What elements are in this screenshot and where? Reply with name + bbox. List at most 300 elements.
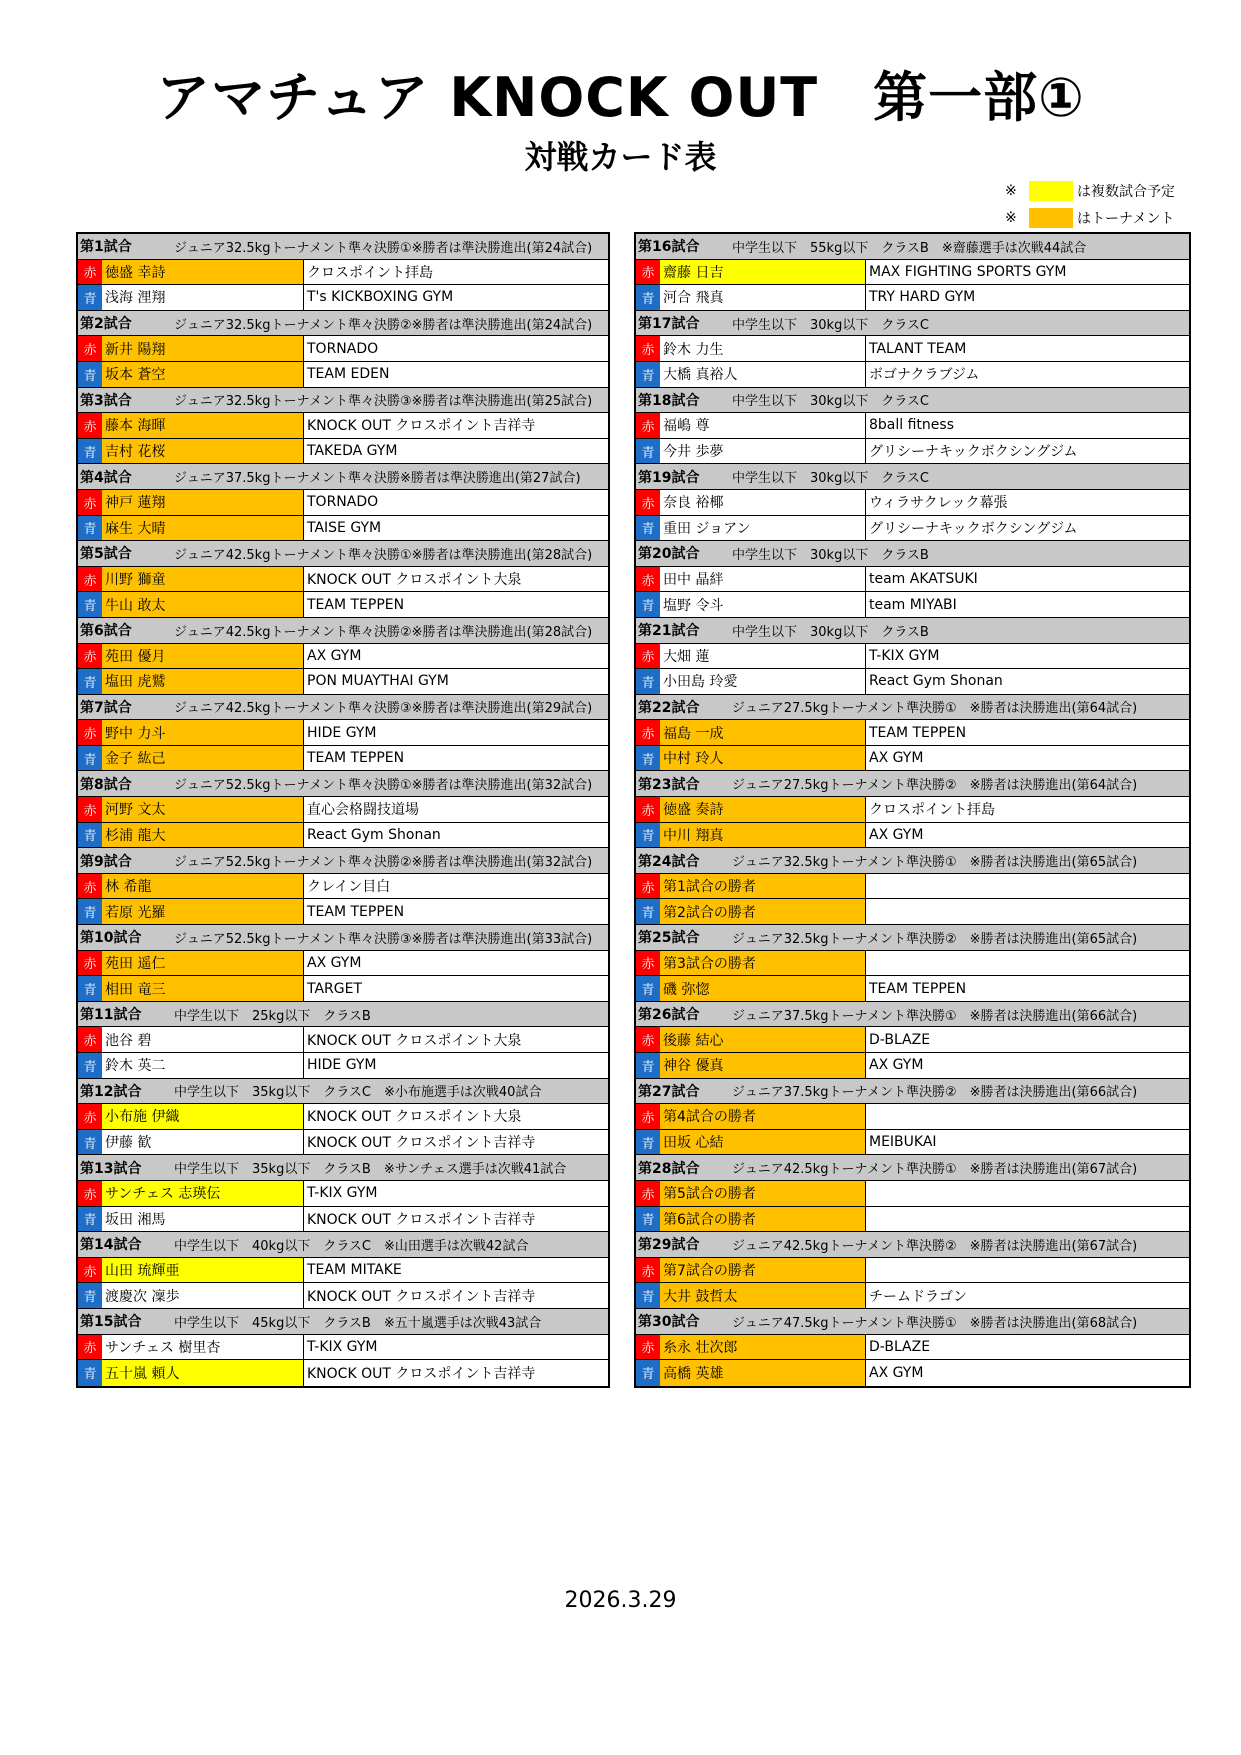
fighter-gym: TRY HARD GYM [869, 289, 976, 306]
match-number: 第24試合 [638, 853, 700, 870]
fighter-gym: TORNADO [307, 340, 379, 357]
corner-badge-blue: 青 [636, 1130, 660, 1155]
fighter-name: 若原 光羅 [102, 899, 304, 924]
match-number: 第29試合 [638, 1237, 700, 1254]
fighter-name: 伊藤 歓 [102, 1130, 304, 1155]
match-description: ジュニア32.5kgトーナメント準々決勝②※勝者は準決勝進出(第24試合) [174, 317, 593, 333]
match-header [636, 464, 1189, 490]
corner-badge-blue: 青 [78, 285, 102, 310]
corner-badge-red: 赤 [636, 874, 660, 899]
fighter-row-blue [78, 592, 608, 618]
fighter-row-blue [78, 362, 608, 388]
legend-text: は複数試合予定 [1077, 184, 1175, 200]
match-header [636, 618, 1189, 644]
fighter-gym [866, 951, 1189, 976]
match-description: ジュニア52.5kgトーナメント準々決勝③※勝者は準決勝進出(第33試合) [174, 931, 593, 947]
match-header [78, 1079, 608, 1105]
fighter-row-blue [78, 823, 608, 849]
corner-badge-red: 赤 [636, 490, 660, 515]
match-description: ジュニア37.5kgトーナメント準々決勝※勝者は準決勝進出(第27試合) [174, 471, 581, 487]
corner-badge-red: 赤 [636, 951, 660, 976]
fighter-row-red [78, 797, 608, 823]
match-header [636, 1309, 1189, 1335]
legend-swatch-yellow [1029, 181, 1073, 201]
match-description: ジュニア42.5kgトーナメント準々決勝②※勝者は準決勝進出(第28試合) [174, 624, 593, 640]
fighter-row-red [636, 567, 1189, 593]
fighter-row-red [78, 720, 608, 746]
match-description: ジュニア42.5kgトーナメント準々決勝③※勝者は準決勝進出(第29試合) [174, 701, 593, 717]
match-description: ジュニア37.5kgトーナメント準決勝② ※勝者は決勝進出(第66試合) [732, 1085, 1138, 1101]
match-description: 中学生以下 30kg以下 クラスC [732, 317, 930, 333]
fighter-name: 重田 ジョアン [660, 516, 866, 541]
match-header [78, 541, 608, 567]
fighter-row-blue [636, 1130, 1189, 1156]
fighter-name: 浅海 浬翔 [102, 285, 304, 310]
fighter-name: 小田島 玲愛 [660, 669, 866, 694]
corner-badge-blue: 青 [78, 1360, 102, 1386]
fighter-row-red [636, 874, 1189, 900]
corner-badge-red: 赤 [636, 1181, 660, 1206]
fighter-row-red [636, 1258, 1189, 1284]
corner-badge-blue: 青 [636, 285, 660, 310]
fighter-gym: TAISE GYM [307, 519, 382, 536]
fighter-row-blue [636, 1207, 1189, 1233]
fighter-row-blue [78, 669, 608, 695]
fighter-row-red [78, 260, 608, 286]
fighter-row-blue [636, 823, 1189, 849]
fighter-gym: D-BLAZE [869, 1031, 931, 1048]
fighter-gym: T's KICKBOXING GYM [307, 289, 454, 306]
match-description: 中学生以下 45kg以下 クラスB ※五十嵐選手は次戦43試合 [174, 1315, 542, 1331]
fighter-name: 福嶋 尊 [660, 413, 866, 438]
corner-badge-red: 赤 [636, 1258, 660, 1283]
corner-badge-blue: 青 [636, 1360, 660, 1386]
fighter-gym: TORNADO [307, 494, 379, 511]
fighter-gym: React Gym Shonan [869, 673, 1003, 690]
event-date: 2026.3.29 [564, 1588, 677, 1613]
fighter-row-blue [636, 592, 1189, 618]
fighter-row-blue [78, 1130, 608, 1156]
match-description: 中学生以下 30kg以下 クラスB [732, 624, 929, 640]
fighter-row-blue [636, 669, 1189, 695]
fighter-name: 大畑 蓮 [660, 644, 866, 669]
corner-badge-blue: 青 [636, 669, 660, 694]
match-description: ジュニア42.5kgトーナメント準決勝① ※勝者は決勝進出(第67試合) [732, 1162, 1138, 1178]
corner-badge-blue: 青 [78, 1207, 102, 1232]
fighter-name: 坂田 湘馬 [102, 1207, 304, 1232]
fighter-name: 奈良 裕椰 [660, 490, 866, 515]
fighter-gym [866, 1258, 1189, 1283]
fighter-name: 第3試合の勝者 [660, 951, 866, 976]
fighter-gym: KNOCK OUT クロスポイント吉祥寺 [307, 1135, 536, 1152]
fighter-gym: チームドラゴン [869, 1288, 967, 1305]
corner-badge-blue: 青 [78, 592, 102, 617]
fighter-name: 杉浦 龍大 [102, 823, 304, 848]
fighter-name: 第6試合の勝者 [660, 1207, 866, 1232]
fighter-row-red [636, 260, 1189, 286]
fighter-gym: TEAM TEPPEN [869, 980, 967, 997]
fighter-gym: TAKEDA GYM [307, 443, 398, 460]
corner-badge-blue: 青 [636, 592, 660, 617]
fighter-row-blue [636, 1283, 1189, 1309]
fighter-row-red [78, 951, 608, 977]
match-header [636, 388, 1189, 414]
fighter-row-blue [78, 285, 608, 311]
corner-badge-red: 赤 [636, 720, 660, 745]
fighter-name: 苑田 遥仁 [102, 951, 304, 976]
fighter-name: 徳盛 奏詩 [660, 797, 866, 822]
corner-badge-red: 赤 [78, 413, 102, 438]
corner-badge-red: 赤 [636, 1335, 660, 1360]
fighter-gym: T-KIX GYM [307, 1185, 378, 1202]
fighter-name: 塩田 虎鷲 [102, 669, 304, 694]
fighter-row-red [636, 336, 1189, 362]
fighter-name: 麻生 大晴 [102, 516, 304, 541]
corner-badge-blue: 青 [636, 362, 660, 387]
fighter-name: 中川 翔真 [660, 823, 866, 848]
fighter-row-red [78, 336, 608, 362]
fighter-row-red [78, 1027, 608, 1053]
fighter-name: 苑田 優月 [102, 644, 304, 669]
fighter-row-blue [636, 1053, 1189, 1079]
fighter-row-blue [636, 1360, 1189, 1386]
fighter-gym: MAX FIGHTING SPORTS GYM [869, 263, 1067, 280]
match-description: ジュニア27.5kgトーナメント準決勝① ※勝者は決勝進出(第64試合) [732, 701, 1138, 717]
fighter-row-red [636, 1335, 1189, 1361]
fighter-gym: T-KIX GYM [307, 1338, 378, 1355]
fighter-name: 高橋 英雄 [660, 1360, 866, 1386]
fighter-gym: ウィラサクレック幕張 [869, 495, 1008, 512]
match-description: 中学生以下 30kg以下 クラスC [732, 471, 930, 487]
corner-badge-red: 赤 [78, 1258, 102, 1283]
match-number: 第27試合 [638, 1083, 700, 1100]
match-number: 第12試合 [80, 1083, 142, 1100]
match-header [78, 234, 608, 260]
corner-badge-blue: 青 [78, 823, 102, 848]
match-header [78, 1309, 608, 1335]
corner-badge-red: 赤 [78, 797, 102, 822]
fighter-gym [866, 1207, 1189, 1232]
fighter-name: 神谷 優真 [660, 1053, 866, 1078]
match-description: ジュニア52.5kgトーナメント準々決勝②※勝者は準決勝進出(第32試合) [174, 855, 593, 871]
fighter-name: 第4試合の勝者 [660, 1104, 866, 1129]
match-description: ジュニア42.5kgトーナメント準々決勝①※勝者は準決勝進出(第28試合) [174, 547, 593, 563]
corner-badge-blue: 青 [636, 1207, 660, 1232]
fighter-gym: team MIYABI [869, 596, 957, 613]
match-header [78, 771, 608, 797]
match-description: 中学生以下 35kg以下 クラスC ※小布施選手は次戦40試合 [174, 1085, 542, 1101]
match-header [78, 925, 608, 951]
corner-badge-blue: 青 [78, 669, 102, 694]
corner-badge-blue: 青 [78, 362, 102, 387]
fighter-gym: AX GYM [869, 750, 924, 767]
fighter-gym [866, 874, 1189, 899]
corner-badge-red: 赤 [636, 644, 660, 669]
fighter-gym: TEAM TEPPEN [869, 724, 967, 741]
fighter-name: 池谷 碧 [102, 1027, 304, 1052]
corner-badge-blue: 青 [636, 746, 660, 771]
match-header [78, 695, 608, 721]
match-number: 第16試合 [638, 239, 700, 256]
match-number: 第15試合 [80, 1314, 142, 1331]
match-header [78, 1232, 608, 1258]
fighter-name: 藤本 海暉 [102, 413, 304, 438]
corner-badge-blue: 青 [78, 746, 102, 771]
fighter-name: 大橋 真裕人 [660, 362, 866, 387]
match-description: ジュニア32.5kgトーナメント準決勝① ※勝者は決勝進出(第65試合) [732, 855, 1138, 871]
fighter-row-blue [636, 439, 1189, 465]
fighter-name: 神戸 蓮翔 [102, 490, 304, 515]
match-header [636, 695, 1189, 721]
legend-tournament [1005, 208, 1174, 228]
fighter-name: 川野 獅童 [102, 567, 304, 592]
fighter-gym: 直心会格闘技道場 [307, 802, 419, 819]
fighter-row-red [636, 1181, 1189, 1207]
match-number: 第30試合 [638, 1314, 700, 1331]
fighter-gym: AX GYM [869, 826, 924, 843]
corner-badge-red: 赤 [78, 874, 102, 899]
corner-badge-red: 赤 [78, 336, 102, 361]
fighter-row-red [636, 644, 1189, 670]
fighter-gym: TARGET [307, 980, 363, 997]
match-header [636, 234, 1189, 260]
match-header [78, 311, 608, 337]
corner-badge-blue: 青 [636, 899, 660, 924]
corner-badge-red: 赤 [636, 413, 660, 438]
fighter-row-red [78, 567, 608, 593]
match-number: 第23試合 [638, 776, 700, 793]
corner-badge-blue: 青 [636, 976, 660, 1001]
corner-badge-blue: 青 [78, 1053, 102, 1078]
fighter-name: 徳盛 幸詩 [102, 260, 304, 285]
fighter-row-blue [78, 976, 608, 1002]
fighter-name: 河合 飛真 [660, 285, 866, 310]
match-description: 中学生以下 25kg以下 クラスB [174, 1008, 371, 1024]
corner-badge-blue: 青 [636, 823, 660, 848]
fighter-row-blue [78, 1360, 608, 1386]
fighter-name: 鈴木 英二 [102, 1053, 304, 1078]
fighter-row-red [78, 413, 608, 439]
fighter-gym: 8ball fitness [869, 417, 954, 434]
fighter-row-blue [78, 516, 608, 542]
corner-badge-red: 赤 [636, 260, 660, 285]
fighter-row-red [636, 720, 1189, 746]
fighter-gym: TEAM TEPPEN [307, 750, 405, 767]
fighter-row-blue [636, 746, 1189, 772]
page-subtitle: 対戦カード表 [524, 138, 717, 176]
fighter-gym: TEAM EDEN [307, 366, 390, 383]
match-table-right [634, 232, 1191, 1388]
fighter-gym: team AKATSUKI [869, 571, 978, 588]
match-table-left [76, 232, 610, 1388]
fighter-gym: ボゴナクラブジム [869, 367, 980, 384]
match-description: ジュニア32.5kgトーナメント準決勝② ※勝者は決勝進出(第65試合) [732, 931, 1138, 947]
fighter-gym [866, 899, 1189, 924]
fighter-gym: グリシーナキックボクシングジム [869, 520, 1078, 537]
corner-badge-blue: 青 [78, 516, 102, 541]
corner-badge-red: 赤 [78, 490, 102, 515]
match-number: 第22試合 [638, 699, 700, 716]
match-number: 第4試合 [80, 469, 132, 486]
fighter-name: 第1試合の勝者 [660, 874, 866, 899]
match-header [636, 311, 1189, 337]
corner-badge-red: 赤 [78, 1027, 102, 1052]
corner-badge-red: 赤 [78, 951, 102, 976]
fighter-row-blue [78, 1053, 608, 1079]
fighter-gym: KNOCK OUT クロスポイント大泉 [307, 1109, 522, 1126]
legend-mark: ※ [1005, 210, 1017, 226]
match-number: 第2試合 [80, 316, 132, 333]
corner-badge-red: 赤 [78, 260, 102, 285]
corner-badge-blue: 青 [78, 976, 102, 1001]
match-number: 第7試合 [80, 699, 132, 716]
corner-badge-red: 赤 [78, 1104, 102, 1129]
fighter-name: 坂本 蒼空 [102, 362, 304, 387]
fighter-name: サンチェス 志瑛伝 [102, 1181, 304, 1206]
fighter-gym: クロスポイント拝島 [307, 264, 433, 281]
fighter-name: 新井 陽翔 [102, 336, 304, 361]
fighter-gym: React Gym Shonan [307, 826, 441, 843]
fighter-gym: TEAM MITAKE [307, 1262, 402, 1279]
fighter-gym: HIDE GYM [307, 1057, 377, 1074]
match-header [78, 464, 608, 490]
fighter-name: 第2試合の勝者 [660, 899, 866, 924]
page-title: アマチュア KNOCK OUT 第一部① [156, 66, 1085, 129]
match-header [636, 1155, 1189, 1181]
fighter-gym: クロスポイント拝島 [869, 802, 995, 819]
fighter-gym: KNOCK OUT クロスポイント大泉 [307, 572, 522, 589]
match-number: 第3試合 [80, 392, 132, 409]
fighter-name: 五十嵐 頼人 [102, 1360, 304, 1386]
legend-multiple [1005, 181, 1175, 201]
match-number: 第9試合 [80, 853, 132, 870]
fighter-gym: TEAM TEPPEN [307, 903, 405, 920]
match-description: ジュニア32.5kgトーナメント準々決勝①※勝者は準決勝進出(第24試合) [174, 240, 593, 256]
match-number: 第19試合 [638, 469, 700, 486]
fighter-name: 今井 歩夢 [660, 439, 866, 464]
fighter-row-red [78, 1335, 608, 1361]
fighter-gym: AX GYM [869, 1057, 924, 1074]
fighter-name: 小布施 伊織 [102, 1104, 304, 1129]
match-description: ジュニア42.5kgトーナメント準決勝② ※勝者は決勝進出(第67試合) [732, 1238, 1138, 1254]
corner-badge-blue: 青 [636, 1053, 660, 1078]
fighter-row-blue [78, 439, 608, 465]
match-description: 中学生以下 40kg以下 クラスC ※山田選手は次戦42試合 [174, 1238, 529, 1254]
match-description: ジュニア47.5kgトーナメント準決勝① ※勝者は決勝進出(第68試合) [732, 1315, 1138, 1331]
fighter-name: 中村 玲人 [660, 746, 866, 771]
match-header [78, 1155, 608, 1181]
fighter-name: 糸永 壮次郎 [660, 1335, 866, 1360]
match-description: ジュニア37.5kgトーナメント準決勝① ※勝者は決勝進出(第66試合) [732, 1008, 1138, 1024]
match-header [636, 1079, 1189, 1105]
fighter-row-red [636, 1104, 1189, 1130]
match-header [636, 925, 1189, 951]
match-number: 第5試合 [80, 546, 132, 563]
fighter-row-red [636, 1027, 1189, 1053]
fighter-gym [866, 1104, 1189, 1129]
fighter-name: 吉村 花桜 [102, 439, 304, 464]
fighter-name: 林 希龍 [102, 874, 304, 899]
fighter-gym: KNOCK OUT クロスポイント大泉 [307, 1032, 522, 1049]
match-number: 第8試合 [80, 776, 132, 793]
fighter-name: 金子 紘己 [102, 746, 304, 771]
fighter-gym [866, 1181, 1189, 1206]
fighter-row-red [78, 874, 608, 900]
match-header [78, 388, 608, 414]
legend-swatch-orange [1029, 208, 1073, 228]
fighter-row-blue [78, 1283, 608, 1309]
match-description: 中学生以下 55kg以下 クラスB ※齋藤選手は次戦44試合 [732, 240, 1087, 256]
corner-badge-red: 赤 [78, 1335, 102, 1360]
match-number: 第10試合 [80, 930, 142, 947]
corner-badge-blue: 青 [636, 516, 660, 541]
match-description: 中学生以下 30kg以下 クラスB [732, 547, 929, 563]
match-header [636, 848, 1189, 874]
match-number: 第26試合 [638, 1007, 700, 1024]
fighter-row-blue [78, 899, 608, 925]
fighter-row-red [78, 490, 608, 516]
corner-badge-red: 赤 [78, 720, 102, 745]
match-number: 第14試合 [80, 1237, 142, 1254]
match-description: ジュニア52.5kgトーナメント準々決勝①※勝者は準決勝進出(第32試合) [174, 778, 593, 794]
corner-badge-red: 赤 [636, 336, 660, 361]
fighter-gym: D-BLAZE [869, 1338, 931, 1355]
fighter-row-blue [78, 1207, 608, 1233]
match-number: 第21試合 [638, 623, 700, 640]
fighter-name: 齋藤 日吉 [660, 260, 866, 285]
fighter-row-red [78, 1258, 608, 1284]
fighter-name: サンチェス 樹里杏 [102, 1335, 304, 1360]
match-header [636, 1002, 1189, 1028]
corner-badge-blue: 青 [78, 439, 102, 464]
match-description: 中学生以下 30kg以下 クラスC [732, 394, 930, 410]
match-description: ジュニア27.5kgトーナメント準決勝② ※勝者は決勝進出(第64試合) [732, 778, 1138, 794]
match-header [78, 848, 608, 874]
match-header [636, 1232, 1189, 1258]
corner-badge-red: 赤 [78, 644, 102, 669]
fighter-gym: TALANT TEAM [869, 340, 967, 357]
fighter-name: 河野 文太 [102, 797, 304, 822]
fighter-row-red [636, 490, 1189, 516]
fighter-gym: AX GYM [869, 1364, 924, 1381]
match-number: 第28試合 [638, 1160, 700, 1177]
match-number: 第13試合 [80, 1160, 142, 1177]
fighter-name: 大井 鼓哲太 [660, 1283, 866, 1308]
fighter-name: 磯 弥惚 [660, 976, 866, 1001]
legend-mark: ※ [1005, 183, 1017, 199]
match-number: 第17試合 [638, 316, 700, 333]
corner-badge-blue: 青 [78, 899, 102, 924]
corner-badge-blue: 青 [78, 1130, 102, 1155]
fighter-row-red [78, 1104, 608, 1130]
match-number: 第11試合 [80, 1007, 142, 1024]
match-number: 第18試合 [638, 392, 700, 409]
corner-badge-red: 赤 [636, 1027, 660, 1052]
fighter-name: 第7試合の勝者 [660, 1258, 866, 1283]
fighter-name: 山田 琉輝亜 [102, 1258, 304, 1283]
match-header [636, 541, 1189, 567]
fighter-gym: T-KIX GYM [869, 647, 940, 664]
fighter-name: 野中 力斗 [102, 720, 304, 745]
fighter-row-blue [636, 976, 1189, 1002]
fighter-name: 塩野 令斗 [660, 592, 866, 617]
fighter-gym: MEIBUKAI [869, 1134, 937, 1151]
fighter-gym: KNOCK OUT クロスポイント吉祥寺 [307, 1288, 536, 1305]
fighter-row-red [78, 644, 608, 670]
fighter-name: 後藤 結心 [660, 1027, 866, 1052]
legend-text: はトーナメント [1077, 211, 1175, 227]
fighter-row-red [636, 413, 1189, 439]
